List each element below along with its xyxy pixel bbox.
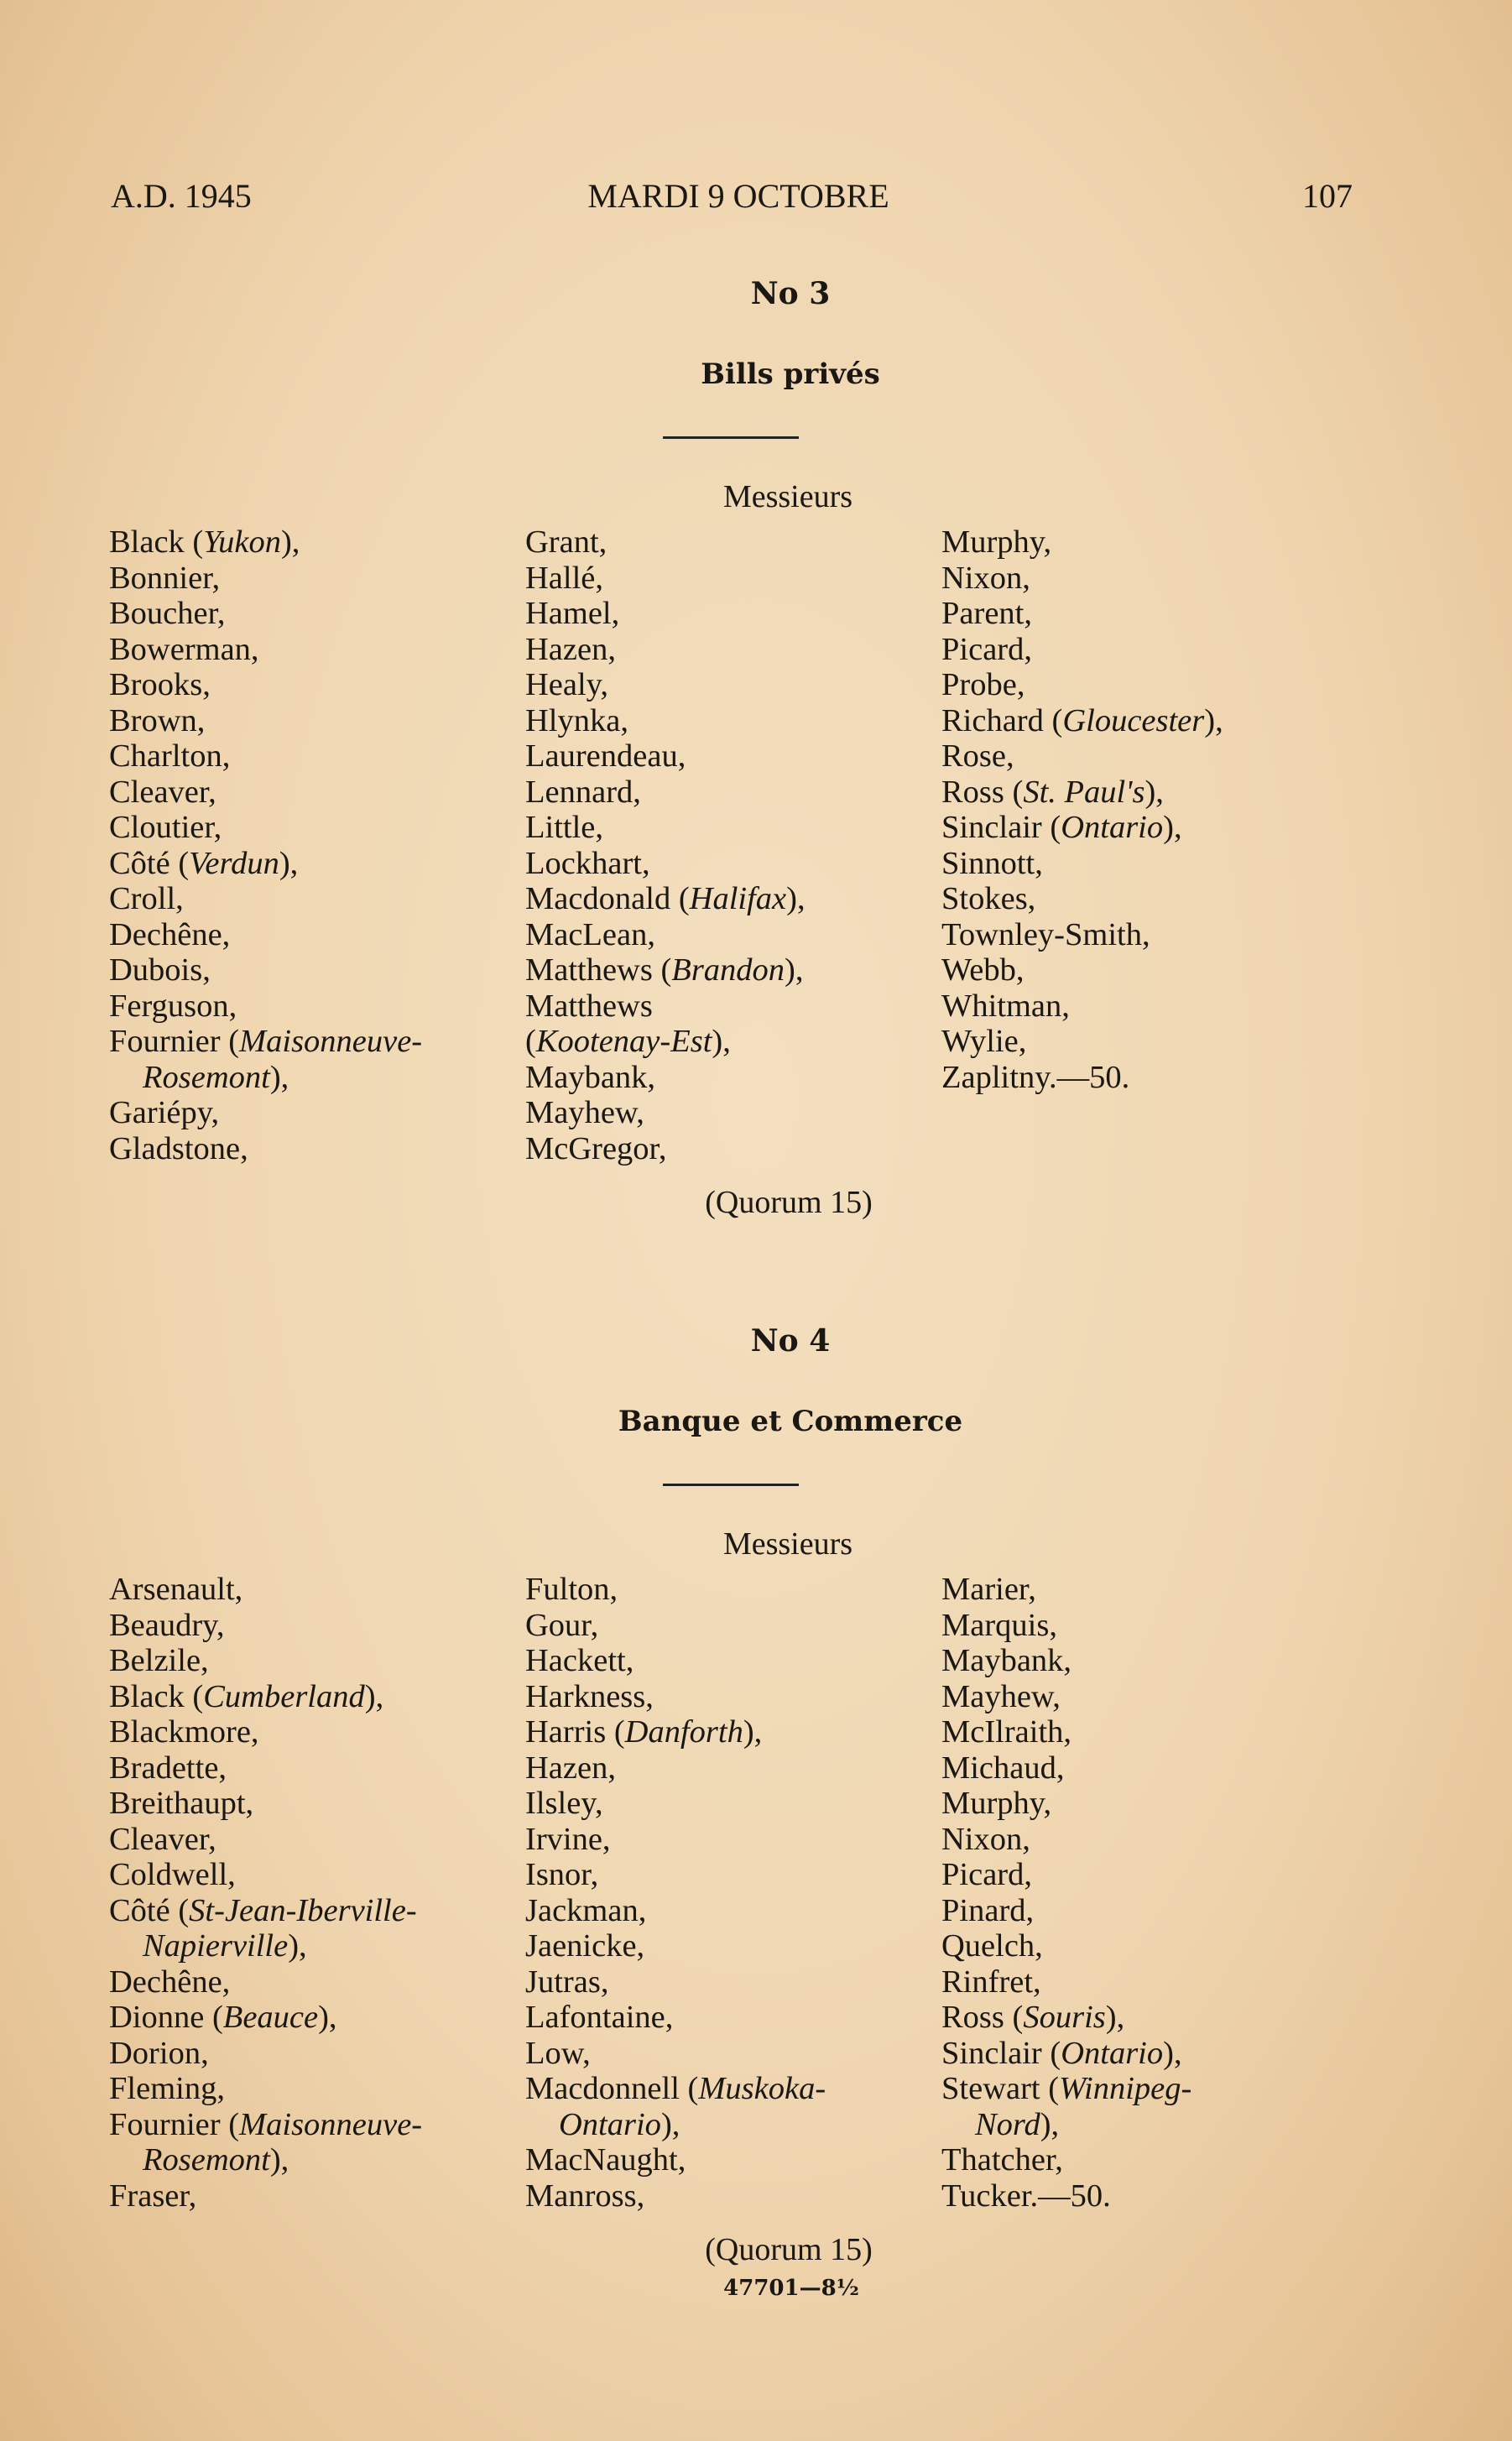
member-name: Hallé, xyxy=(525,560,603,596)
member-name: Hlynka, xyxy=(525,702,628,738)
member-name: Matthews (Brandon), xyxy=(525,952,804,988)
member-name: Maybank, xyxy=(525,1059,656,1095)
member-name: Hamel, xyxy=(525,596,620,631)
member-name: Lockhart, xyxy=(525,845,650,881)
member-name: Murphy, xyxy=(941,524,1052,560)
member-name: Cloutier, xyxy=(109,810,222,845)
member-name: Rinfret, xyxy=(941,1964,1041,2000)
print-code: 47701—8½ xyxy=(723,2276,859,2301)
member-name: Dubois, xyxy=(109,952,211,988)
member-name: Tucker.—50. xyxy=(941,2178,1111,2214)
member-name: Bowerman, xyxy=(109,631,259,667)
member-name: Hackett, xyxy=(525,1643,634,1678)
member-name: MacLean, xyxy=(525,916,655,952)
header-year: A.D. 1945 xyxy=(111,177,252,215)
members-column xyxy=(525,1572,941,2214)
members-column xyxy=(525,524,941,1166)
member-name: Rosemont), xyxy=(143,2142,289,2178)
member-name: Mayhew, xyxy=(941,1678,1061,1714)
member-name: Townley-Smith, xyxy=(941,916,1150,952)
member-name: Bonnier, xyxy=(109,560,221,596)
member-name: Quelch, xyxy=(941,1928,1043,1964)
member-name: Sinclair (Ontario), xyxy=(941,2035,1182,2071)
member-name: Low, xyxy=(525,2035,591,2071)
committee-number: No 4 xyxy=(750,1323,831,1359)
member-name: Nixon, xyxy=(941,1821,1030,1857)
member-name: Healy, xyxy=(525,667,609,702)
committee-no-4 xyxy=(109,1316,1368,2301)
member-name: Breithaupt, xyxy=(109,1786,254,1821)
member-name: Wylie, xyxy=(941,1024,1027,1059)
member-name: Macdonnell (Muskoka- xyxy=(525,2071,826,2106)
member-name: Grant, xyxy=(525,524,607,560)
member-name: Ross (Souris), xyxy=(941,2000,1125,2035)
member-name: (Kootenay-Est), xyxy=(525,1024,731,1059)
member-name: Dechêne, xyxy=(109,916,231,952)
member-name: Zaplitny.—50. xyxy=(941,1059,1130,1095)
member-name: Murphy, xyxy=(941,1786,1052,1821)
member-name: Sinclair (Ontario), xyxy=(941,810,1182,845)
members-heading: Messieurs xyxy=(722,479,853,514)
member-name: Isnor, xyxy=(525,1857,599,1892)
member-name: Pinard, xyxy=(941,1892,1035,1928)
members-column xyxy=(941,1572,1358,2214)
member-name: Nixon, xyxy=(941,560,1030,596)
member-name: Charlton, xyxy=(109,738,231,774)
committee-title: Banque et Commerce xyxy=(618,1405,963,1438)
member-name: Fournier (Maisonneuve- xyxy=(109,1024,423,1059)
member-name: Coldwell, xyxy=(109,1857,236,1892)
divider-rule xyxy=(663,1484,799,1486)
member-name: Jackman, xyxy=(525,1892,647,1928)
member-name: Maybank, xyxy=(941,1643,1072,1678)
member-name: Rose, xyxy=(941,738,1014,774)
member-name: McGregor, xyxy=(525,1130,667,1166)
member-name: Stewart (Winnipeg- xyxy=(941,2071,1192,2106)
member-name: Little, xyxy=(525,810,604,845)
member-name: Brooks, xyxy=(109,667,211,702)
member-name: Black (Yukon), xyxy=(109,524,300,560)
member-name: Laurendeau, xyxy=(525,738,686,774)
member-name: Sinnott, xyxy=(941,845,1043,881)
members-list xyxy=(109,524,1368,1166)
member-name: Dorion, xyxy=(109,2035,209,2071)
member-name: Fulton, xyxy=(525,1572,618,1607)
member-name: Cleaver, xyxy=(109,1821,216,1857)
member-name: Côté (Verdun), xyxy=(109,845,299,881)
member-name: McIlraith, xyxy=(941,1714,1072,1750)
member-name: Fraser, xyxy=(109,2178,197,2214)
committee-title: Bills privés xyxy=(701,357,880,391)
members-heading: Messieurs xyxy=(722,1526,853,1562)
members-column xyxy=(109,524,525,1166)
member-name: Dionne (Beauce), xyxy=(109,2000,337,2035)
member-name: Parent, xyxy=(941,596,1032,631)
member-name: Lennard, xyxy=(525,774,641,810)
member-name: Macdonald (Halifax), xyxy=(525,881,806,916)
members-list xyxy=(109,1572,1368,2214)
member-name: MacNaught, xyxy=(525,2142,686,2178)
member-name: Webb, xyxy=(941,952,1025,988)
header-date: MARDI 9 OCTOBRE xyxy=(587,177,889,215)
member-name: Côté (St-Jean-Iberville- xyxy=(109,1892,417,1928)
member-name: Harris (Danforth), xyxy=(525,1714,763,1750)
member-name: Gour, xyxy=(525,1607,599,1643)
member-name: Marier, xyxy=(941,1572,1036,1607)
member-name: Brown, xyxy=(109,702,206,738)
page-number: 107 xyxy=(1302,177,1353,215)
quorum-note: (Quorum 15) xyxy=(705,1185,873,1220)
member-name: Dechêne, xyxy=(109,1964,231,2000)
member-name: Rosemont), xyxy=(143,1059,289,1095)
member-name: Marquis, xyxy=(941,1607,1057,1643)
member-name: Jaenicke, xyxy=(525,1928,645,1964)
member-name: Ferguson, xyxy=(109,988,237,1024)
member-name: Thatcher, xyxy=(941,2142,1063,2178)
member-name: Jutras, xyxy=(525,1964,609,2000)
member-name: Nord), xyxy=(975,2106,1060,2142)
member-name: Cleaver, xyxy=(109,774,216,810)
member-name: Black (Cumberland), xyxy=(109,1678,384,1714)
member-name: Mayhew, xyxy=(525,1095,644,1130)
member-name: Irvine, xyxy=(525,1821,611,1857)
committee-number: No 3 xyxy=(750,276,831,311)
member-name: Lafontaine, xyxy=(525,2000,674,2035)
member-name: Bradette, xyxy=(109,1750,227,1786)
member-name: Manross, xyxy=(525,2178,645,2214)
member-name: Matthews xyxy=(525,988,653,1024)
member-name: Ross (St. Paul's), xyxy=(941,774,1164,810)
members-column xyxy=(109,1572,525,2214)
member-name: Belzile, xyxy=(109,1643,209,1678)
running-header xyxy=(111,176,1353,218)
member-name: Gariépy, xyxy=(109,1095,220,1130)
member-name: Richard (Gloucester), xyxy=(941,702,1223,738)
member-name: Probe, xyxy=(941,667,1025,702)
member-name: Napierville), xyxy=(143,1928,307,1964)
member-name: Beaudry, xyxy=(109,1607,225,1643)
members-column xyxy=(941,524,1358,1166)
member-name: Hazen, xyxy=(525,631,616,667)
member-name: Picard, xyxy=(941,1857,1032,1892)
member-name: Ilsley, xyxy=(525,1786,603,1821)
member-name: Gladstone, xyxy=(109,1130,248,1166)
member-name: Arsenault, xyxy=(109,1572,243,1607)
divider-rule xyxy=(663,436,799,439)
member-name: Fleming, xyxy=(109,2071,225,2106)
committee-no-3 xyxy=(109,269,1368,1223)
member-name: Michaud, xyxy=(941,1750,1065,1786)
member-name: Blackmore, xyxy=(109,1714,259,1750)
member-name: Fournier (Maisonneuve- xyxy=(109,2106,423,2142)
member-name: Stokes, xyxy=(941,881,1036,916)
quorum-note: (Quorum 15) xyxy=(705,2232,873,2267)
member-name: Boucher, xyxy=(109,596,226,631)
member-name: Hazen, xyxy=(525,1750,616,1786)
member-name: Ontario), xyxy=(559,2106,680,2142)
member-name: Whitman, xyxy=(941,988,1070,1024)
member-name: Croll, xyxy=(109,881,184,916)
member-name: Harkness, xyxy=(525,1678,654,1714)
member-name: Picard, xyxy=(941,631,1032,667)
